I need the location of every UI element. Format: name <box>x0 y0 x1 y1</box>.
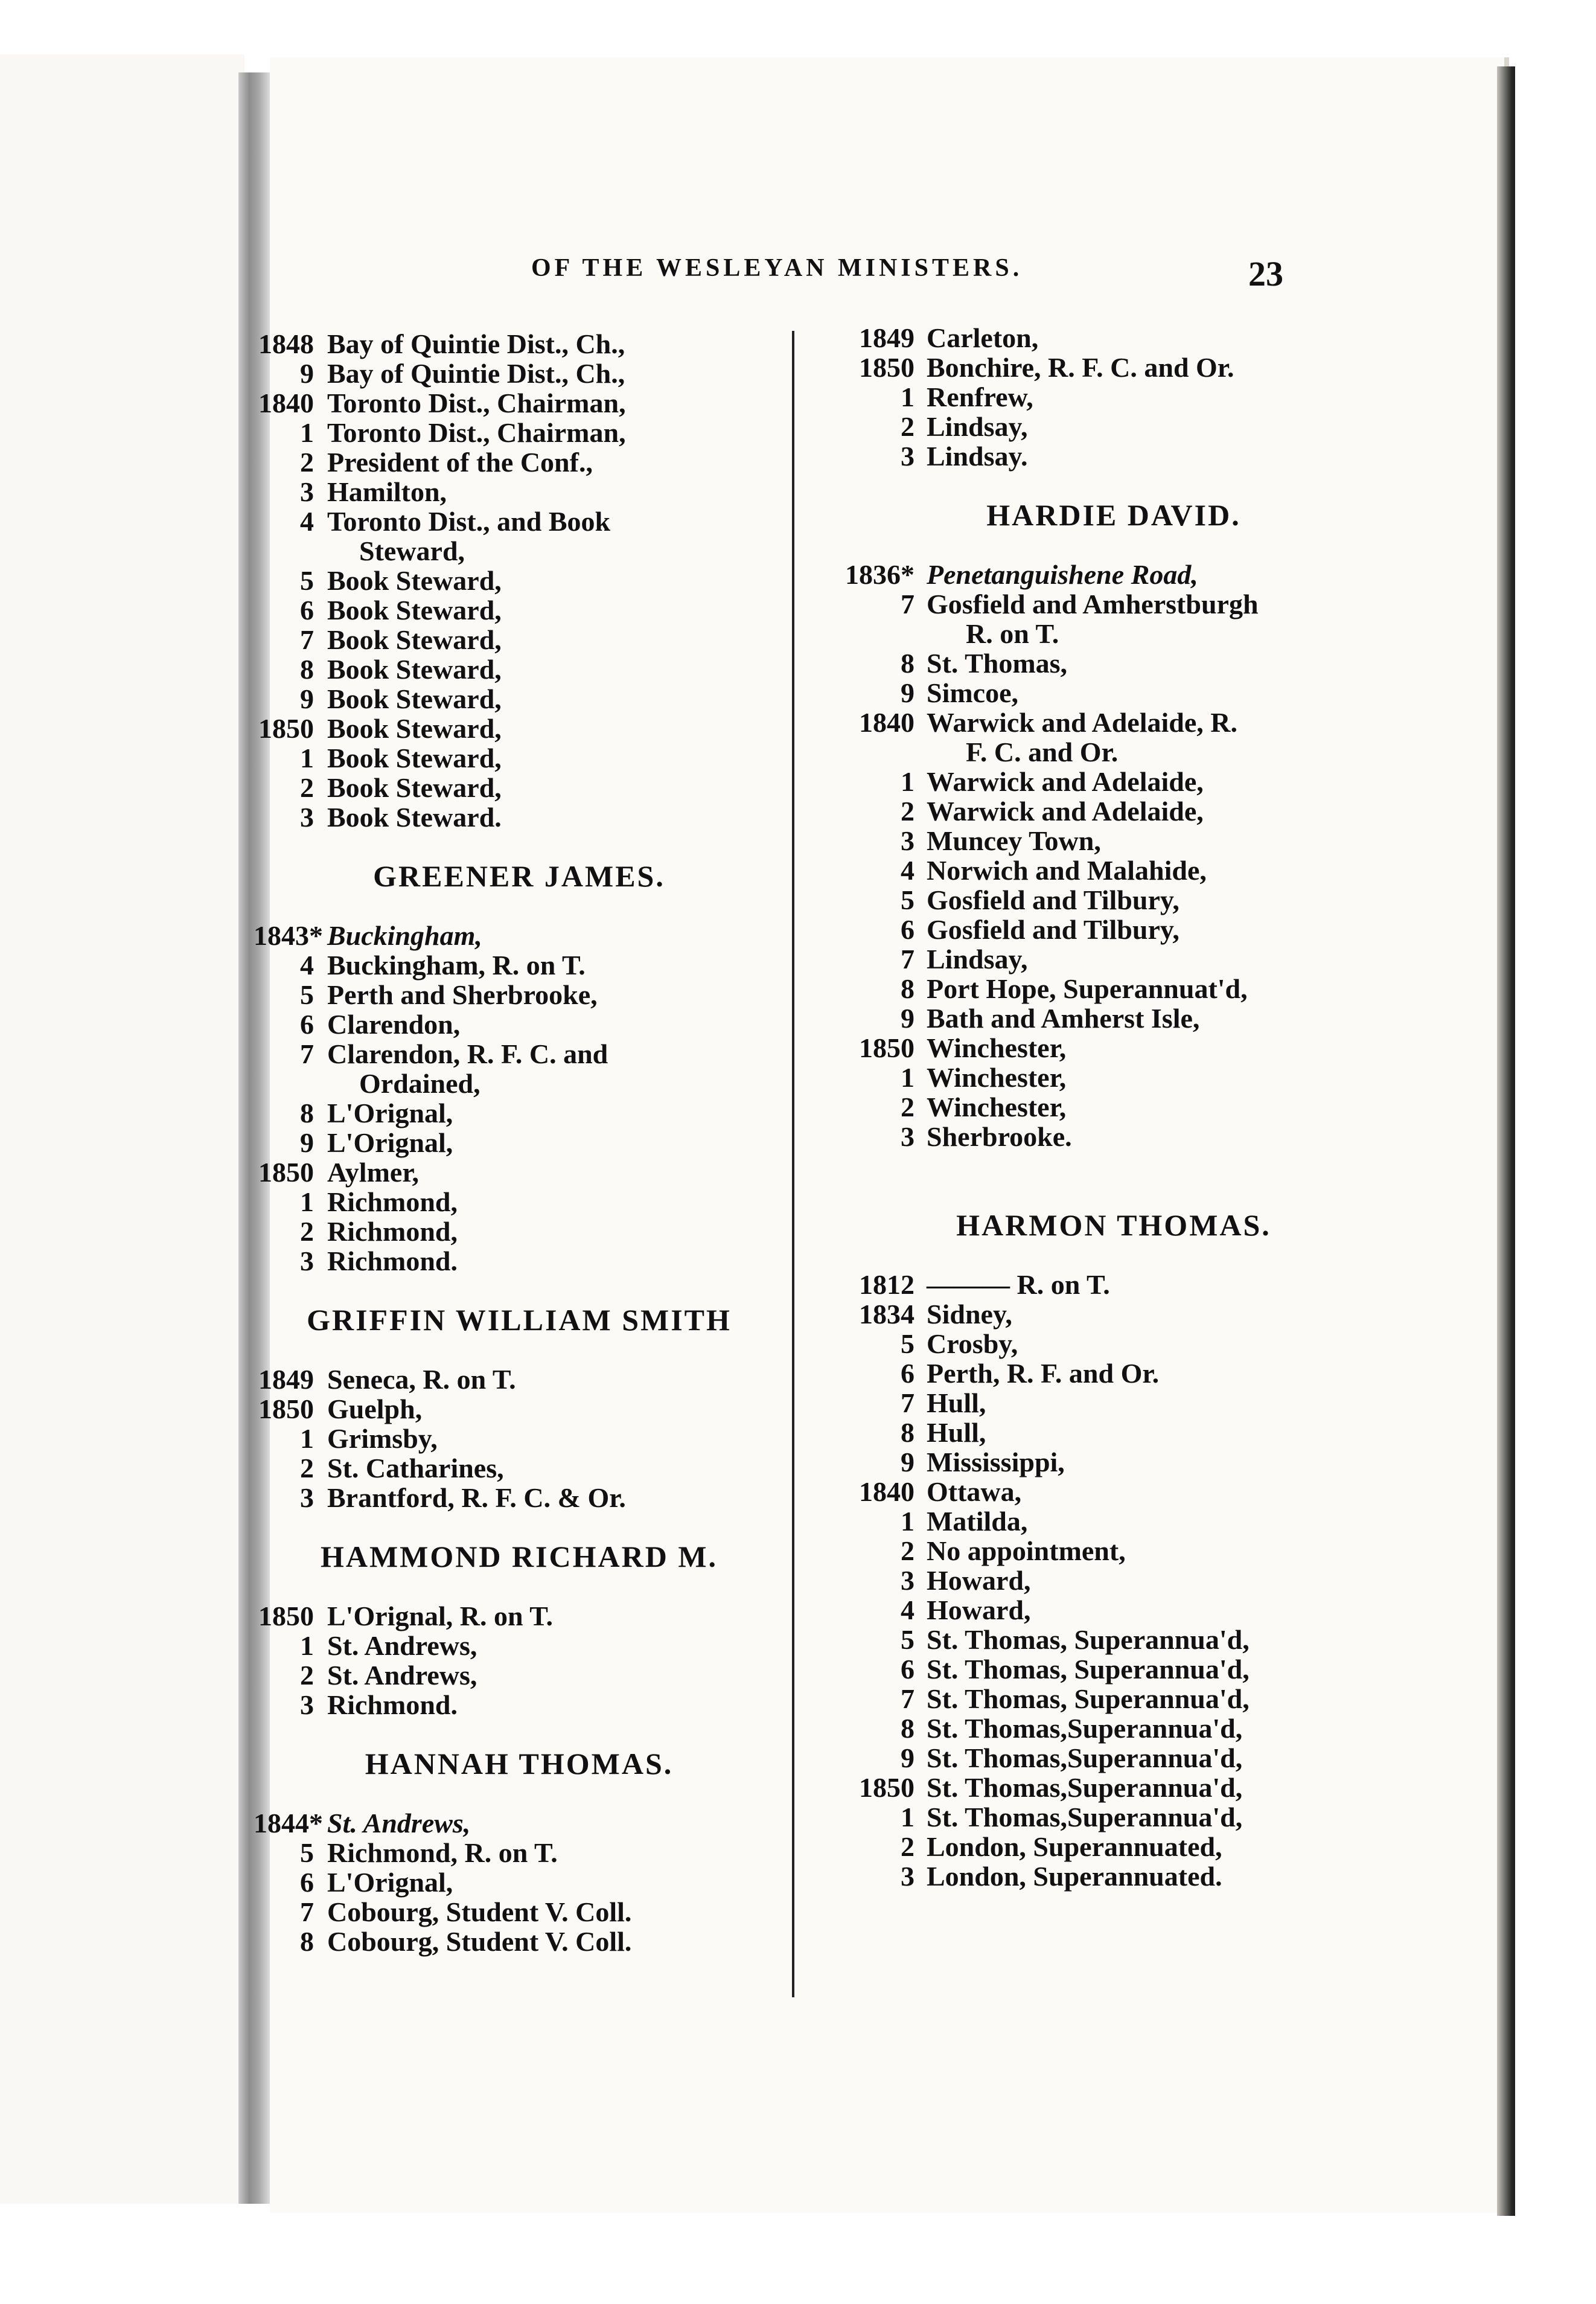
appointment-entry <box>254 1098 785 1128</box>
appointment-entry <box>254 625 785 654</box>
appointment-station: Book Steward, <box>327 595 502 626</box>
appointment-year: 5 <box>901 1624 915 1655</box>
appointment-entry <box>254 1069 785 1098</box>
appointment-year: 6 <box>901 1654 915 1685</box>
appointment-entry <box>842 915 1385 944</box>
appointment-entry <box>842 974 1385 1003</box>
appointment-station: Book Steward. <box>327 802 502 833</box>
appointment-entry <box>254 1453 785 1483</box>
appointment-station: St. Andrews, <box>327 1660 477 1691</box>
appointment-entry <box>842 885 1385 915</box>
appointment-entry <box>254 1631 785 1660</box>
background-margin <box>1515 54 1596 2228</box>
appointment-station: Crosby, <box>927 1328 1018 1359</box>
appointment-entry <box>842 382 1385 412</box>
appointment-entry <box>842 1122 1385 1151</box>
appointment-station: Sherbrooke. <box>927 1121 1072 1152</box>
appointment-entry <box>254 921 785 950</box>
appointment-year: 1850 <box>859 1032 915 1063</box>
appointment-year: 1 <box>901 1062 915 1093</box>
appointment-station: St. Thomas, Superannua'd, <box>927 1654 1250 1685</box>
appointment-station: Richmond. <box>327 1689 458 1720</box>
appointment-station: Book Steward, <box>327 654 502 685</box>
appointment-entry <box>254 388 785 418</box>
appointment-entry <box>254 714 785 743</box>
appointment-year: 2 <box>901 1535 915 1566</box>
appointment-year: 2 <box>300 1660 314 1691</box>
appointment-station: Book Steward, <box>327 624 502 655</box>
appointment-year: 1850 <box>258 1394 314 1424</box>
appointment-station: London, Superannuated. <box>927 1861 1222 1892</box>
appointment-entry <box>842 1299 1385 1329</box>
appointment-year: 7 <box>901 1683 915 1714</box>
appointment-station: St. Thomas,Superannua'd, <box>927 1713 1243 1744</box>
appointment-year: 1850 <box>258 1157 314 1188</box>
appointment-year: 4 <box>300 506 314 537</box>
appointment-entry <box>254 536 785 566</box>
appointment-station: St. Thomas, <box>927 648 1068 679</box>
appointment-station: Lindsay, <box>927 944 1028 974</box>
appointment-station: Ottawa, <box>927 1476 1022 1507</box>
blank-line <box>254 1720 785 1749</box>
appointment-year: 3 <box>901 1861 915 1892</box>
appointment-year: 1843* <box>254 920 323 951</box>
appointment-station: L'Orignal, <box>327 1867 453 1898</box>
appointment-year: 1840 <box>258 388 314 418</box>
appointment-entry <box>842 1418 1385 1447</box>
minister-name-heading: HAMMOND RICHARD M. <box>320 1540 718 1573</box>
appointment-year: 8 <box>901 973 915 1004</box>
appointment-entry <box>254 566 785 595</box>
appointment-station: Bath and Amherst Isle, <box>927 1003 1200 1034</box>
appointment-entry <box>842 1003 1385 1033</box>
appointment-entry <box>842 1447 1385 1477</box>
appointment-year: 6 <box>300 595 314 626</box>
appointment-entry <box>254 1867 785 1897</box>
column-1 <box>254 329 785 1956</box>
appointment-station: Bay of Quintie Dist., Ch., <box>327 358 625 389</box>
appointment-station: Toronto Dist., Chairman, <box>327 417 626 448</box>
appointment-entry <box>842 767 1385 796</box>
blank-line <box>254 1512 785 1542</box>
appointment-station: Matilda, <box>927 1506 1028 1537</box>
appointment-station: Toronto Dist., Chairman, <box>327 388 626 418</box>
appointment-entry <box>254 1483 785 1512</box>
appointment-entry <box>842 1270 1385 1299</box>
appointment-year: 1 <box>300 1423 314 1454</box>
appointment-entry <box>254 1246 785 1276</box>
appointment-station: Book Steward, <box>327 713 502 744</box>
appointment-entry <box>254 950 785 980</box>
appointment-entry <box>842 1358 1385 1388</box>
appointment-station: Simcoe, <box>927 677 1019 708</box>
appointment-entry <box>254 507 785 536</box>
appointment-station: Howard, <box>927 1565 1031 1596</box>
appointment-entry <box>254 1897 785 1927</box>
appointment-station: Carleton, <box>927 322 1039 353</box>
appointment-station: Guelph, <box>327 1394 423 1424</box>
appointment-entry <box>254 684 785 714</box>
appointment-year: 2 <box>901 1092 915 1122</box>
appointment-year: 8 <box>300 1098 314 1128</box>
appointment-year: 1840 <box>859 707 915 738</box>
appointment-entry <box>254 1601 785 1631</box>
appointment-year: 7 <box>300 624 314 655</box>
appointment-station: F. C. and Or. <box>966 737 1119 767</box>
appointment-year: 3 <box>300 1482 314 1513</box>
blank-line <box>254 1779 785 1808</box>
appointment-entry <box>254 1187 785 1217</box>
column-2 <box>842 323 1385 1891</box>
appointment-station: Steward, <box>359 536 465 566</box>
appointment-entry <box>254 595 785 625</box>
appointment-year: 9 <box>901 1742 915 1773</box>
appointment-year: 5 <box>901 885 915 915</box>
blank-line <box>842 471 1385 501</box>
appointment-year: 3 <box>901 1565 915 1596</box>
appointment-year: 1848 <box>258 328 314 359</box>
appointment-station: ——— R. on T. <box>927 1269 1110 1300</box>
appointment-entry <box>842 648 1385 678</box>
blank-line <box>254 1572 785 1601</box>
running-header: OF THE WESLEYAN MINISTERS. <box>531 254 1023 282</box>
appointment-station: Aylmer, <box>327 1157 420 1188</box>
appointment-station: Perth and Sherbrooke, <box>327 979 598 1010</box>
appointment-entry <box>842 441 1385 471</box>
appointment-year: 1 <box>300 743 314 773</box>
appointment-entry <box>842 1566 1385 1595</box>
blank-line <box>842 1151 1385 1181</box>
appointment-year: 7 <box>901 1387 915 1418</box>
appointment-station: St. Andrews, <box>327 1630 477 1661</box>
appointment-year: 1836* <box>845 559 915 590</box>
appointment-entry <box>254 743 785 773</box>
appointment-station: St. Thomas,Superannua'd, <box>927 1772 1243 1803</box>
appointment-station: Perth, R. F. and Or. <box>927 1358 1160 1389</box>
appointment-station: St. Thomas,Superannua'd, <box>927 1802 1243 1832</box>
appointment-year: 9 <box>901 677 915 708</box>
appointment-year: 6 <box>300 1009 314 1040</box>
appointment-station: Warwick and Adelaide, <box>927 766 1204 797</box>
appointment-station: Warwick and Adelaide, R. <box>927 707 1238 738</box>
appointment-station: Brantford, R. F. C. & Or. <box>327 1482 626 1513</box>
appointment-year: 4 <box>901 855 915 886</box>
appointment-station: St. Thomas, Superannua'd, <box>927 1624 1250 1655</box>
minister-name-heading: HANNAH THOMAS. <box>365 1747 674 1781</box>
appointment-station: Gosfield and Tilbury, <box>927 885 1179 915</box>
appointment-station: Winchester, <box>927 1092 1067 1122</box>
appointment-entry <box>254 1365 785 1394</box>
appointment-entry <box>842 1092 1385 1122</box>
appointment-entry <box>842 796 1385 826</box>
appointment-entry <box>842 1329 1385 1358</box>
appointment-station: Richmond. <box>327 1246 458 1276</box>
appointment-entry <box>842 708 1385 737</box>
appointment-year: 6 <box>901 1358 915 1389</box>
appointment-year: 3 <box>300 476 314 507</box>
appointment-entry <box>254 477 785 507</box>
appointment-entry <box>254 1927 785 1956</box>
blank-line <box>842 1181 1385 1211</box>
minister-name-heading: HARMON THOMAS. <box>956 1208 1271 1242</box>
blank-line <box>254 891 785 921</box>
appointment-entry <box>254 1010 785 1039</box>
appointment-station: Port Hope, Superannuat'd, <box>927 973 1248 1004</box>
appointment-station: Renfrew, <box>927 382 1033 412</box>
appointment-year: 1 <box>901 766 915 797</box>
appointment-station: St. Thomas,Superannua'd, <box>927 1742 1243 1773</box>
appointment-station: Cobourg, Student V. Coll. <box>327 1896 632 1927</box>
minister-name-heading: GREENER JAMES. <box>373 859 665 893</box>
appointment-station: Grimsby, <box>327 1423 438 1454</box>
appointment-station: Mississippi, <box>927 1447 1065 1477</box>
appointment-year: 8 <box>901 1417 915 1448</box>
appointment-year: 5 <box>901 1328 915 1359</box>
appointment-year: 1 <box>901 1506 915 1537</box>
appointment-year: 9 <box>300 683 314 714</box>
appointment-entry <box>254 654 785 684</box>
appointment-station: Cobourg, Student V. Coll. <box>327 1926 632 1957</box>
appointment-station: R. on T. <box>966 618 1059 649</box>
appointment-year: 7 <box>300 1038 314 1069</box>
blank-line <box>254 1276 785 1305</box>
appointment-year: 7 <box>901 589 915 619</box>
appointment-station: Winchester, <box>927 1032 1067 1063</box>
appointment-station: Hamilton, <box>327 476 447 507</box>
appointment-entry <box>842 1802 1385 1832</box>
appointment-entry <box>842 323 1385 353</box>
appointment-entry <box>842 1684 1385 1714</box>
appointment-year: 1849 <box>258 1364 314 1395</box>
appointment-year: 6 <box>300 1867 314 1898</box>
appointment-year: 2 <box>901 411 915 442</box>
appointment-station: Penetanguishene Road, <box>927 559 1198 590</box>
appointment-entry <box>842 1714 1385 1743</box>
appointment-station: Book Steward, <box>327 772 502 803</box>
appointment-station: No appointment, <box>927 1535 1126 1566</box>
appointment-year: 1844* <box>254 1808 323 1838</box>
appointment-year: 9 <box>300 358 314 389</box>
appointment-year: 3 <box>901 1121 915 1152</box>
appointment-year: 1834 <box>859 1299 915 1330</box>
appointment-year: 5 <box>300 565 314 596</box>
appointment-station: Buckingham, <box>327 920 482 951</box>
appointment-year: 1840 <box>859 1476 915 1507</box>
appointment-year: 4 <box>300 950 314 981</box>
appointment-year: 5 <box>300 979 314 1010</box>
appointment-station: Winchester, <box>927 1062 1067 1093</box>
appointment-entry <box>842 856 1385 885</box>
appointment-entry <box>842 678 1385 708</box>
appointment-entry <box>254 1394 785 1424</box>
blank-line <box>254 1335 785 1365</box>
appointment-year: 3 <box>300 802 314 833</box>
appointment-entry <box>254 1424 785 1453</box>
appointment-station: Toronto Dist., and Book <box>327 506 611 537</box>
appointment-station: Seneca, R. on T. <box>327 1364 516 1395</box>
appointment-entry <box>842 737 1385 767</box>
appointment-entry <box>254 1039 785 1069</box>
appointment-year: 1849 <box>859 322 915 353</box>
appointment-entry <box>254 1690 785 1720</box>
appointment-entry <box>842 1595 1385 1625</box>
appointment-station: St. Andrews, <box>327 1808 471 1838</box>
appointment-year: 4 <box>901 1595 915 1625</box>
appointment-year: 1850 <box>859 1772 915 1803</box>
appointment-station: Gosfield and Amherstburgh <box>927 589 1259 619</box>
appointment-entry <box>254 773 785 802</box>
appointment-year: 2 <box>901 1831 915 1862</box>
appointment-year: 8 <box>300 654 314 685</box>
appointment-year: 8 <box>901 648 915 679</box>
appointment-entry <box>842 1832 1385 1861</box>
appointment-station: Clarendon, R. F. C. and <box>327 1038 608 1069</box>
appointment-year: 9 <box>901 1447 915 1477</box>
appointment-station: L'Orignal, <box>327 1098 453 1128</box>
appointment-year: 5 <box>300 1837 314 1868</box>
appointment-entry <box>254 1838 785 1867</box>
appointment-year: 1 <box>300 417 314 448</box>
appointment-entry <box>842 412 1385 441</box>
appointment-year: 3 <box>901 441 915 472</box>
appointment-year: 9 <box>901 1003 915 1034</box>
appointment-entry <box>254 447 785 477</box>
page-number: 23 <box>1248 254 1283 293</box>
appointment-entry <box>842 1773 1385 1802</box>
appointment-entry <box>842 1625 1385 1654</box>
appointment-station: L'Orignal, <box>327 1127 453 1158</box>
appointment-entry <box>254 329 785 359</box>
appointment-entry <box>842 826 1385 856</box>
appointment-station: Bay of Quintie Dist., Ch., <box>327 328 625 359</box>
appointment-year: 3 <box>300 1689 314 1720</box>
appointment-station: Bonchire, R. F. C. and Or. <box>927 352 1234 383</box>
appointment-entry <box>254 1128 785 1157</box>
appointment-year: 2 <box>300 447 314 478</box>
appointment-year: 1850 <box>258 713 314 744</box>
appointment-station: Howard, <box>927 1595 1031 1625</box>
appointment-entry <box>842 560 1385 589</box>
appointment-year: 2 <box>300 1453 314 1483</box>
appointment-station: Norwich and Malahide, <box>927 855 1207 886</box>
appointment-year: 1 <box>901 1802 915 1832</box>
appointment-year: 2 <box>300 1216 314 1247</box>
minister-name-heading: GRIFFIN WILLIAM SMITH <box>307 1303 732 1337</box>
appointment-station: Richmond, <box>327 1216 458 1247</box>
appointment-year: 3 <box>901 825 915 856</box>
appointment-entry <box>842 353 1385 382</box>
appointment-station: Warwick and Adelaide, <box>927 796 1204 827</box>
appointment-station: Muncey Town, <box>927 825 1101 856</box>
appointment-station: Lindsay. <box>927 441 1028 472</box>
appointment-year: 3 <box>300 1246 314 1276</box>
appointment-entry <box>254 418 785 447</box>
appointment-year: 9 <box>300 1127 314 1158</box>
appointment-entry <box>842 589 1385 619</box>
appointment-year: 7 <box>300 1896 314 1927</box>
appointment-station: Book Steward, <box>327 565 502 596</box>
appointment-entry <box>254 980 785 1010</box>
appointment-entry <box>254 1808 785 1838</box>
appointment-entry <box>842 619 1385 648</box>
appointment-year: 1850 <box>258 1601 314 1631</box>
appointment-year: 6 <box>901 914 915 945</box>
appointment-station: Lindsay, <box>927 411 1028 442</box>
appointment-station: Buckingham, R. on T. <box>327 950 586 981</box>
appointment-entry <box>254 1157 785 1187</box>
appointment-entry <box>254 359 785 388</box>
appointment-station: Richmond, R. on T. <box>327 1837 558 1868</box>
appointment-station: St. Catharines, <box>327 1453 504 1483</box>
appointment-entry <box>842 1063 1385 1092</box>
appointment-station: Book Steward, <box>327 743 502 773</box>
appointment-entry <box>254 802 785 832</box>
blank-line <box>842 530 1385 560</box>
appointment-entry <box>842 1654 1385 1684</box>
appointment-station: L'Orignal, R. on T. <box>327 1601 554 1631</box>
appointment-station: Hull, <box>927 1417 986 1448</box>
appointment-station: Sidney, <box>927 1299 1012 1330</box>
appointment-year: 7 <box>901 944 915 974</box>
appointment-station: London, Superannuated, <box>927 1831 1222 1862</box>
appointment-station: Book Steward, <box>327 683 502 714</box>
appointment-year: 8 <box>901 1713 915 1744</box>
appointment-station: Gosfield and Tilbury, <box>927 914 1179 945</box>
appointment-entry <box>254 1217 785 1246</box>
appointment-station: Clarendon, <box>327 1009 461 1040</box>
appointment-entry <box>842 1861 1385 1891</box>
appointment-year: 1 <box>300 1630 314 1661</box>
appointment-entry <box>842 1033 1385 1063</box>
column-divider <box>792 331 794 1997</box>
appointment-entry <box>842 1477 1385 1506</box>
appointment-entry <box>842 944 1385 974</box>
appointment-entry <box>842 1506 1385 1536</box>
appointment-year: 1 <box>300 1186 314 1217</box>
blank-line <box>842 1240 1385 1270</box>
appointment-station: St. Thomas, Superannua'd, <box>927 1683 1250 1714</box>
appointment-year: 2 <box>300 772 314 803</box>
appointment-station: Ordained, <box>359 1068 480 1099</box>
minister-name-heading: HARDIE DAVID. <box>986 498 1241 532</box>
appointment-year: 1850 <box>859 352 915 383</box>
appointment-entry <box>842 1743 1385 1773</box>
appointment-station: Richmond, <box>327 1186 458 1217</box>
appointment-entry <box>254 1660 785 1690</box>
appointment-entry <box>842 1388 1385 1418</box>
appointment-entry <box>842 1536 1385 1566</box>
appointment-year: 1812 <box>859 1269 915 1300</box>
appointment-year: 8 <box>300 1926 314 1957</box>
appointment-station: Hull, <box>927 1387 986 1418</box>
blank-line <box>254 832 785 862</box>
appointment-station: President of the Conf., <box>327 447 593 478</box>
appointment-year: 1 <box>901 382 915 412</box>
left-page-fragment <box>0 54 244 2204</box>
appointment-year: 2 <box>901 796 915 827</box>
